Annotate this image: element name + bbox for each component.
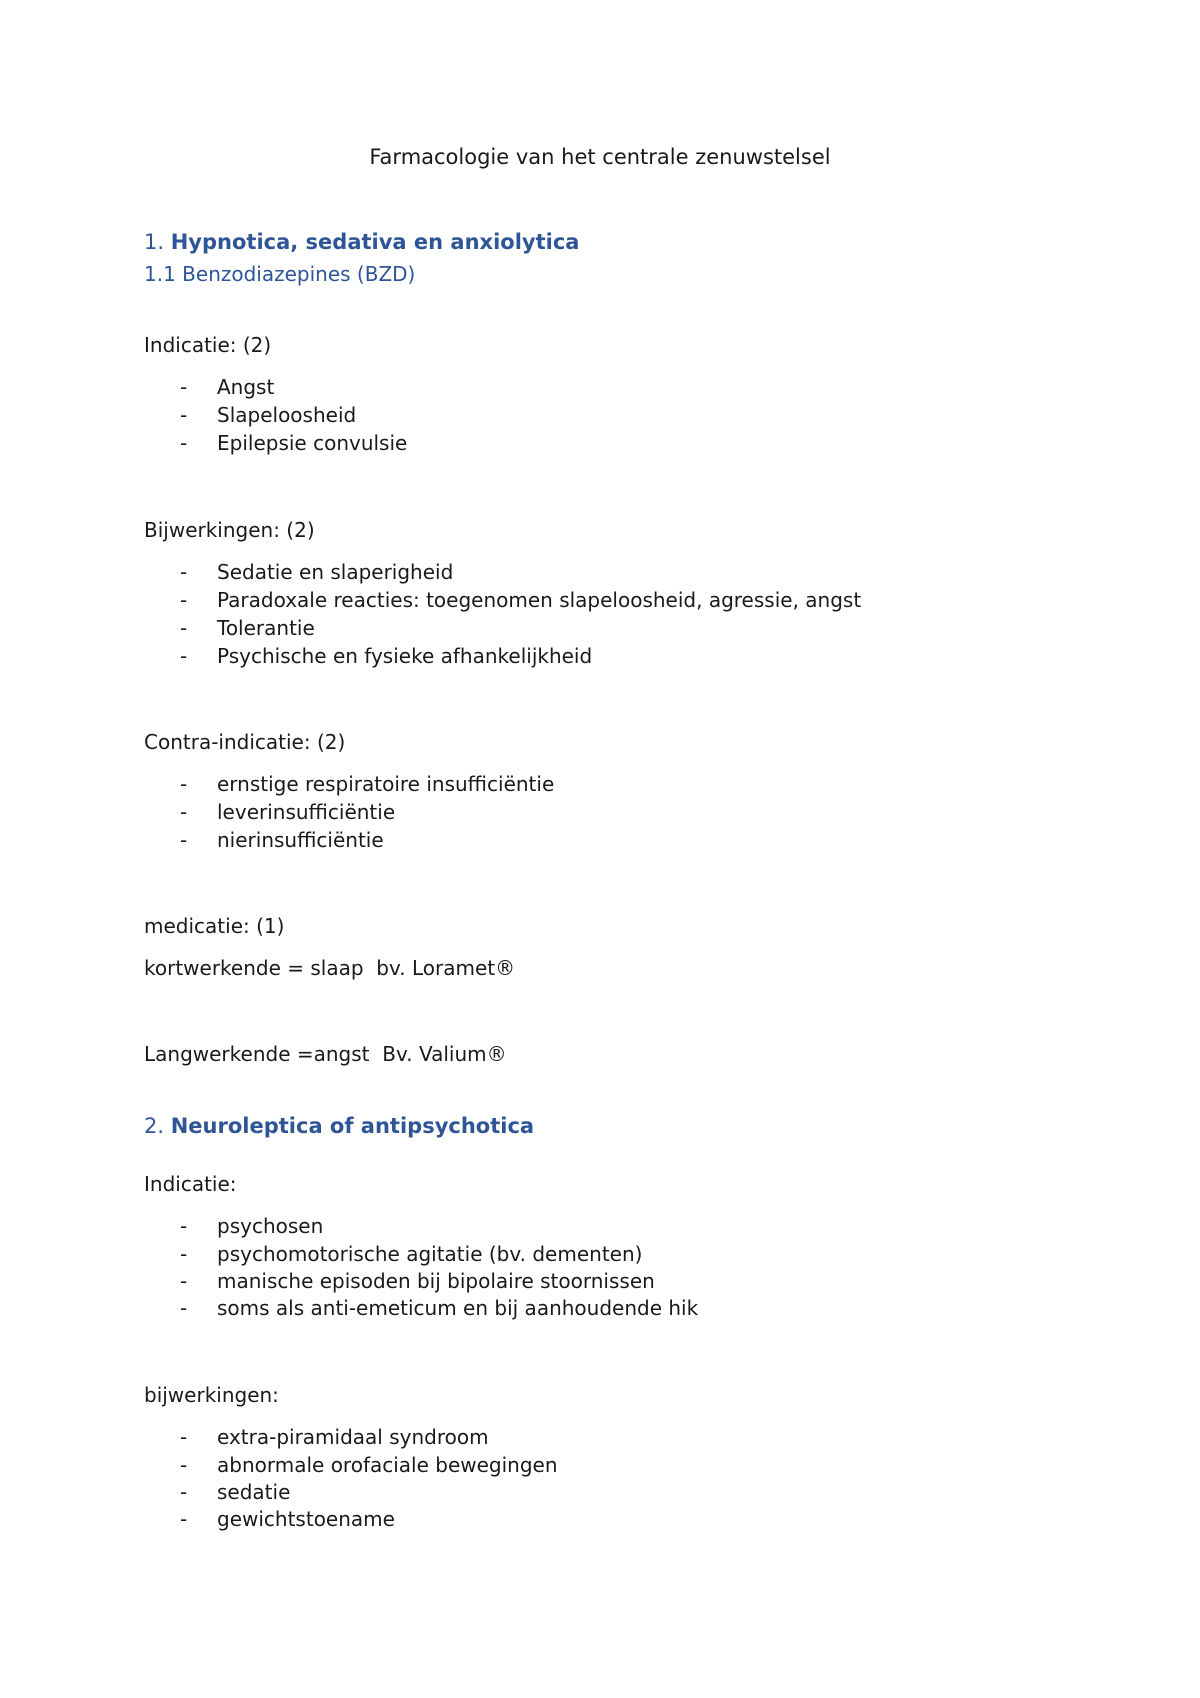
list-item: nierinsufficiëntie <box>217 828 384 852</box>
section-1-heading <box>144 229 579 255</box>
list-item: psychomotorische agitatie (bv. dementen) <box>217 1242 643 1266</box>
bullet: - <box>180 431 188 455</box>
bullet: - <box>180 588 188 612</box>
list-item: abnormale orofaciale bewegingen <box>217 1453 558 1477</box>
bullet: - <box>180 560 188 584</box>
list-item: Paradoxale reacties: toegenomen slapeloosheid, agressie, angst <box>217 588 862 612</box>
langwerkende-line: Langwerkende =angst Bv. Valium® <box>144 1042 507 1066</box>
list-item: ernstige respiratoire insufficiëntie <box>217 772 555 796</box>
list-item: leverinsufficiëntie <box>217 800 396 824</box>
list-item: Sedatie en slaperigheid <box>217 560 454 584</box>
contra-indicatie-label: Contra-indicatie: (2) <box>144 730 346 754</box>
list-item: sedatie <box>217 1480 291 1504</box>
bullet: - <box>180 644 188 668</box>
section-1-number: 1. <box>144 230 165 254</box>
kortwerkende-line: kortwerkende = slaap bv. Loramet® <box>144 956 516 980</box>
section-2-number: 2. <box>144 1114 165 1138</box>
bullet: - <box>180 828 188 852</box>
list-item: psychosen <box>217 1214 324 1238</box>
bullet: - <box>180 1269 188 1293</box>
list-item: gewichtstoename <box>217 1507 395 1531</box>
bullet: - <box>180 403 188 427</box>
list-item: extra-piramidaal syndroom <box>217 1425 489 1449</box>
list-item: soms als anti-emeticum en bij aanhoudende hik <box>217 1296 699 1320</box>
bullet: - <box>180 1242 188 1266</box>
bijwerkingen-label: Bijwerkingen: (2) <box>144 518 315 542</box>
list-item: Psychische en fysieke afhankelijkheid <box>217 644 593 668</box>
section-1-title: Hypnotica, sedativa en anxiolytica <box>170 230 580 254</box>
section-2-heading <box>144 1113 534 1139</box>
bullet: - <box>180 1425 188 1449</box>
section-1-1-heading: 1.1 Benzodiazepines (BZD) <box>144 262 416 286</box>
list-item: Epilepsie convulsie <box>217 431 408 455</box>
bijwerkingen-label: bijwerkingen: <box>144 1383 279 1407</box>
bullet: - <box>180 1480 188 1504</box>
section-2-title: Neuroleptica of antipsychotica <box>170 1114 535 1138</box>
list-item: Angst <box>217 375 275 399</box>
bullet: - <box>180 800 188 824</box>
bullet: - <box>180 375 188 399</box>
medicatie-label: medicatie: (1) <box>144 914 285 938</box>
list-item: manische episoden bij bipolaire stoornissen <box>217 1269 655 1293</box>
list-item: Tolerantie <box>217 616 315 640</box>
bullet: - <box>180 616 188 640</box>
bullet: - <box>180 1296 188 1320</box>
bullet: - <box>180 772 188 796</box>
bullet: - <box>180 1214 188 1238</box>
bullet: - <box>180 1453 188 1477</box>
indicatie-label: Indicatie: <box>144 1172 237 1196</box>
indicatie-label: Indicatie: (2) <box>144 333 272 357</box>
list-item: Slapeloosheid <box>217 403 357 427</box>
page-title: Farmacologie van het centrale zenuwstelsel <box>369 145 831 169</box>
bullet: - <box>180 1507 188 1531</box>
